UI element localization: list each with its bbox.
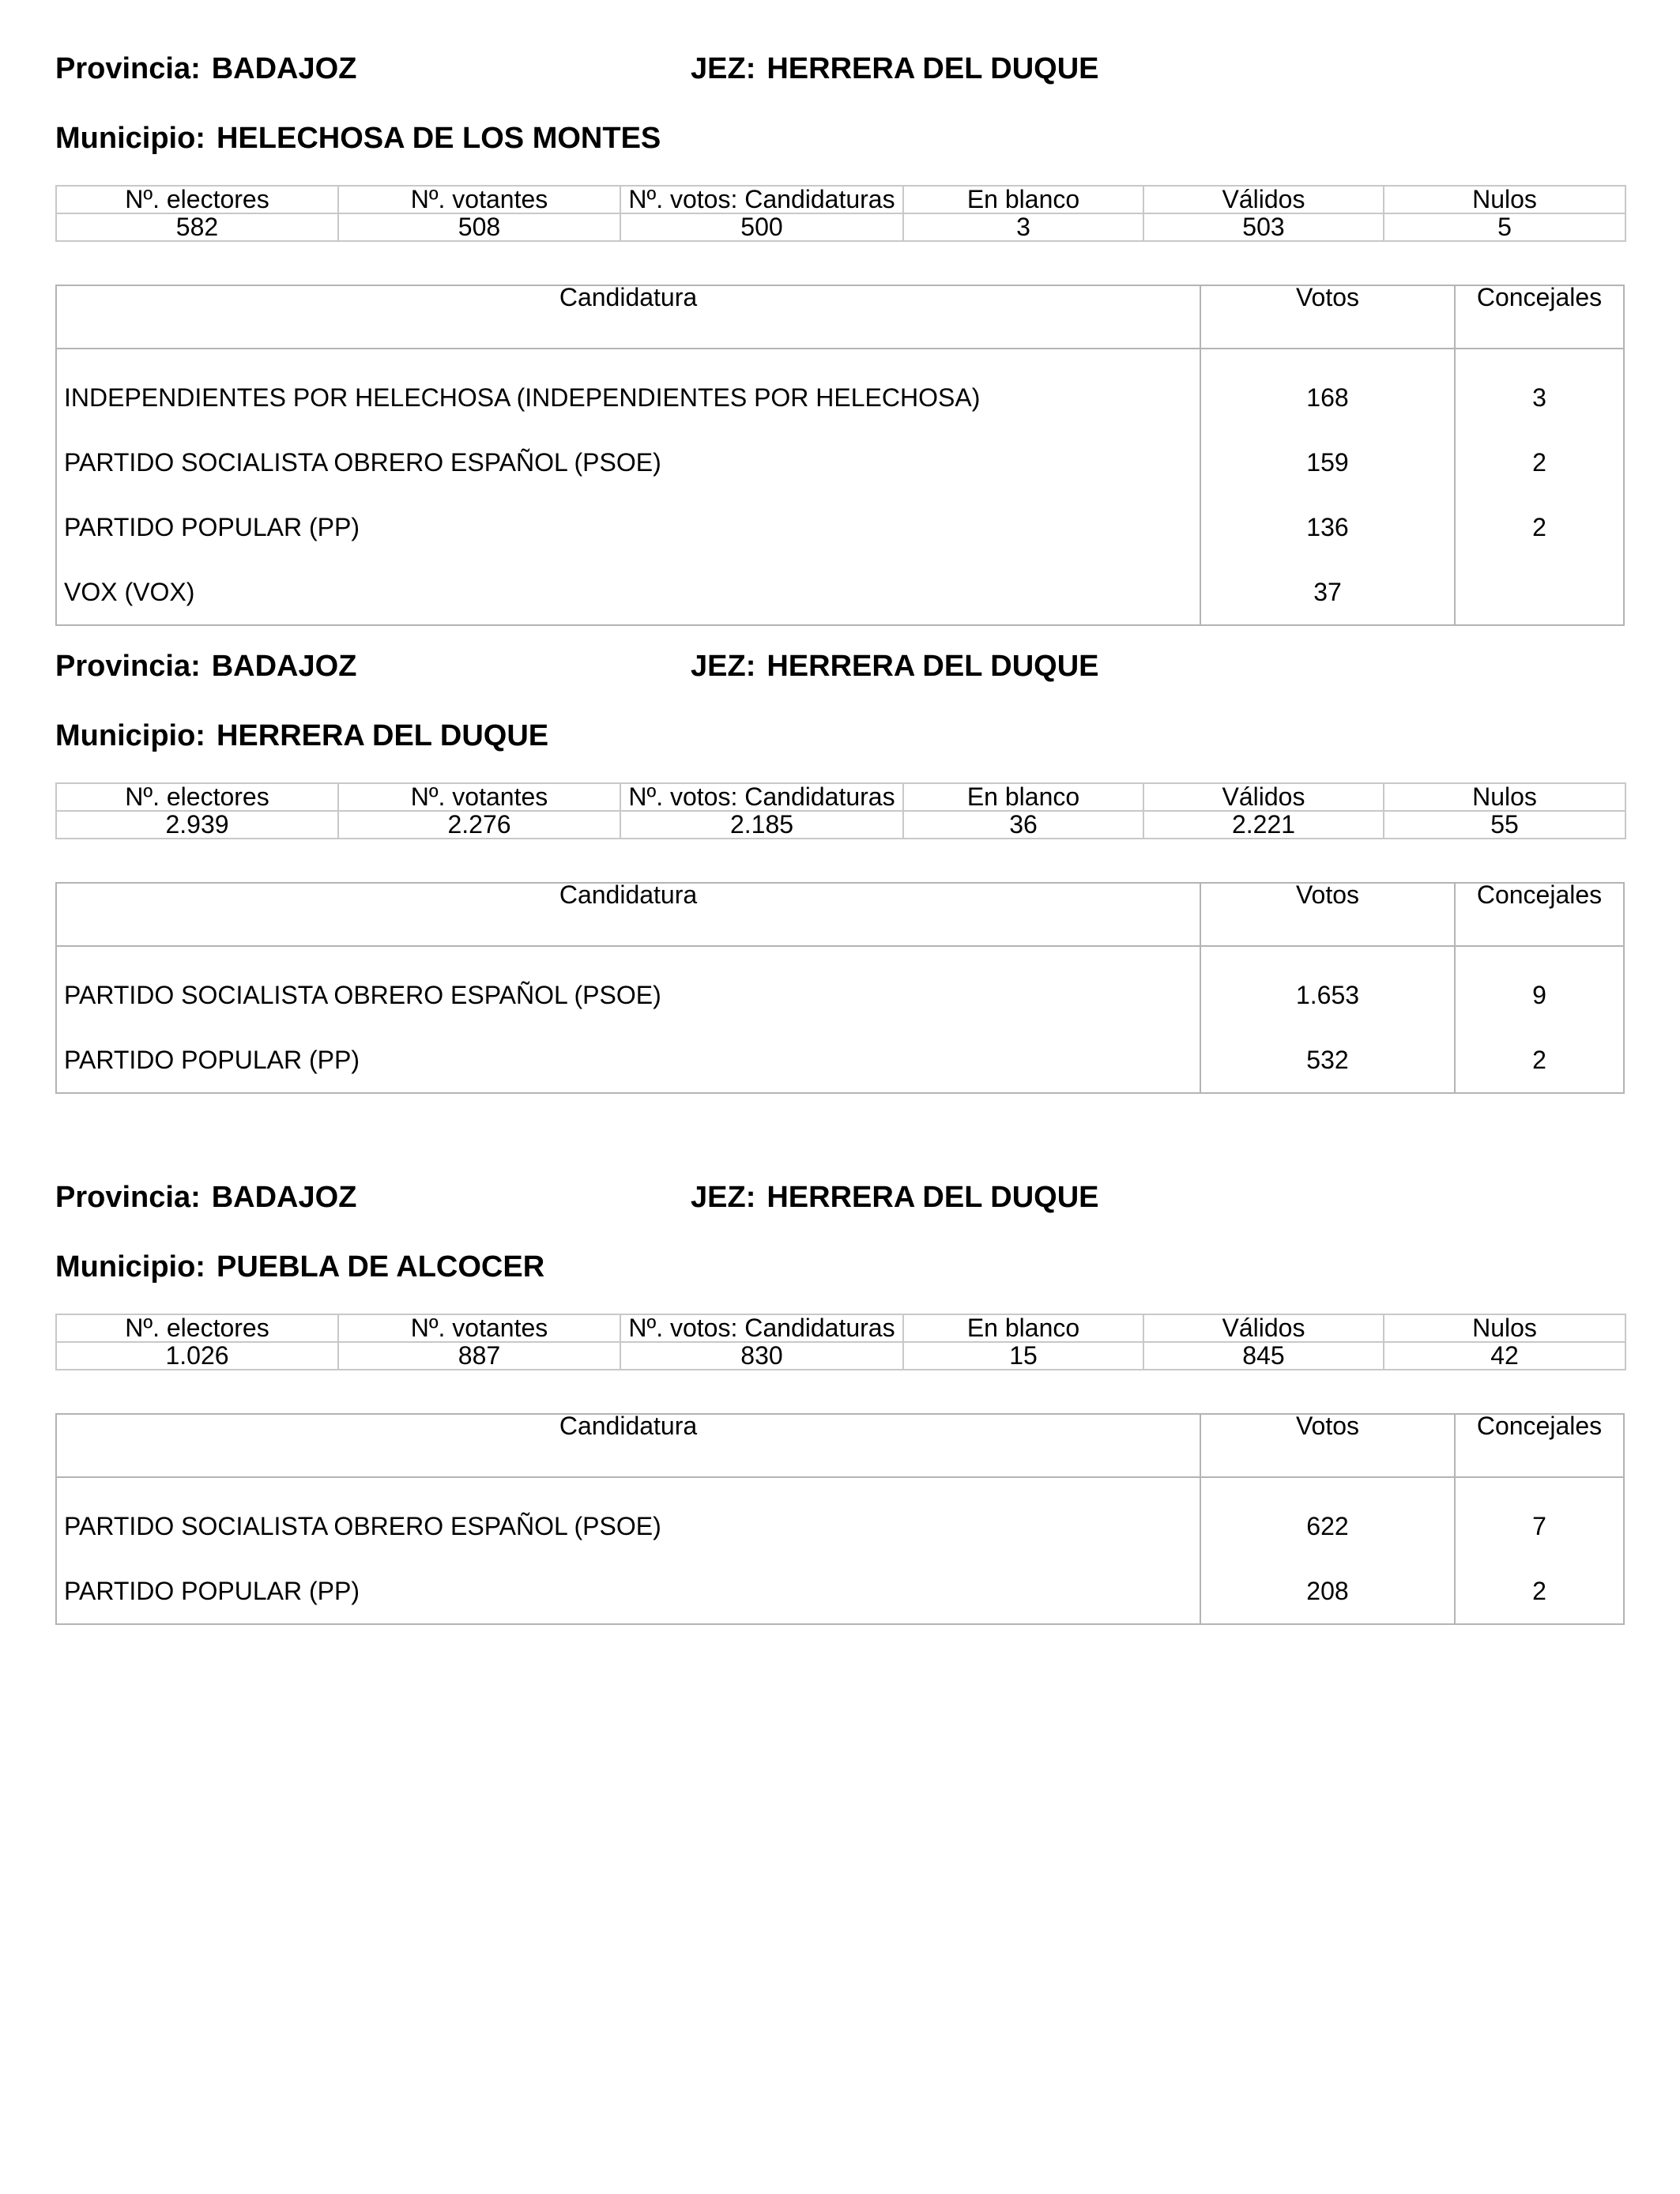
stats-table (55, 782, 1626, 839)
stats-value: 5 (1384, 213, 1625, 241)
provincia-label: Provincia: (55, 650, 201, 683)
candidatura-concejales: 7 (1532, 1512, 1546, 1540)
candidatura-concejales: 3 (1532, 383, 1546, 412)
provincia-value: BADAJOZ (211, 1181, 357, 1214)
candidatura-name: PARTIDO SOCIALISTA OBRERO ESPAÑOL (PSOE) (64, 448, 661, 477)
candidatura-concejales (1456, 560, 1623, 624)
jez-label: JEZ: (691, 1181, 756, 1214)
candidaturas-header-row (57, 880, 1623, 947)
municipio-label: Municipio: (55, 719, 205, 752)
stats-table (55, 185, 1626, 242)
stats-header: Nulos (1384, 186, 1625, 213)
candidatura-concejales: 2 (1532, 513, 1546, 541)
municipio-label: Municipio: (55, 1250, 205, 1284)
stats-header: Nº. votos: Candidaturas (620, 783, 903, 811)
candidatura-name: PARTIDO POPULAR (PP) (64, 513, 360, 541)
stats-value-row (56, 213, 1625, 241)
candidatura-votos: 208 (1306, 1577, 1349, 1605)
concejales-header: Concejales (1476, 1412, 1603, 1440)
stats-value: 500 (620, 213, 903, 241)
stats-value: 2.221 (1143, 811, 1384, 839)
candidatura-votos: 168 (1306, 383, 1349, 412)
votos-header: Votos (1295, 880, 1360, 909)
jez-label: JEZ: (691, 52, 756, 85)
stats-value: 55 (1384, 811, 1625, 839)
candidatura-name: VOX (VOX) (64, 578, 195, 606)
stats-header-row (56, 186, 1625, 213)
candidatura-header: Candidatura (559, 283, 698, 311)
jez-value: HERRERA DEL DUQUE (767, 1181, 1099, 1214)
stats-header: Nulos (1384, 1314, 1625, 1342)
stats-value: 887 (338, 1342, 620, 1370)
stats-value: 508 (338, 213, 620, 241)
candidatura-votos: 159 (1306, 448, 1349, 477)
candidatura-votos: 136 (1306, 513, 1349, 541)
stats-header: Nº. electores (56, 1314, 338, 1342)
stats-header: En blanco (903, 186, 1143, 213)
stats-value: 830 (620, 1342, 903, 1370)
stats-value: 845 (1143, 1342, 1384, 1370)
stats-header: Válidos (1143, 186, 1384, 213)
provincia-value: BADAJOZ (211, 650, 357, 683)
candidatura-name: PARTIDO SOCIALISTA OBRERO ESPAÑOL (PSOE) (64, 1512, 661, 1540)
stats-header: En blanco (903, 1314, 1143, 1342)
jez-value: HERRERA DEL DUQUE (767, 52, 1099, 85)
stats-header: Nº. votantes (338, 783, 620, 811)
candidatura-name: PARTIDO POPULAR (PP) (64, 1046, 360, 1074)
votos-header: Votos (1295, 283, 1360, 311)
stats-header: Válidos (1143, 1314, 1384, 1342)
jez-heading (691, 1182, 1099, 1212)
stats-value: 2.185 (620, 811, 903, 839)
stats-header: Nº. electores (56, 186, 338, 213)
stats-value: 42 (1384, 1342, 1625, 1370)
stats-header: Nº. votos: Candidaturas (620, 186, 903, 213)
municipio-heading (55, 721, 548, 751)
stats-header: Válidos (1143, 783, 1384, 811)
candidatura-votos: 37 (1313, 578, 1342, 606)
stats-value: 582 (56, 213, 338, 241)
candidaturas-table (55, 1413, 1625, 1625)
stats-table (55, 1314, 1626, 1370)
candidatura-votos: 532 (1306, 1046, 1349, 1074)
stats-header: Nulos (1384, 783, 1625, 811)
stats-value: 2.939 (56, 811, 338, 839)
stats-header: En blanco (903, 783, 1143, 811)
municipio-value: PUEBLA DE ALCOCER (216, 1250, 545, 1284)
municipio-heading (55, 1252, 544, 1282)
stats-value-row (56, 1342, 1625, 1370)
stats-value: 1.026 (56, 1342, 338, 1370)
municipio-value: HELECHOSA DE LOS MONTES (216, 122, 661, 155)
stats-header: Nº. votantes (338, 1314, 620, 1342)
jez-heading (691, 54, 1099, 84)
candidaturas-table (55, 882, 1625, 1094)
votos-header: Votos (1295, 1412, 1360, 1440)
provincia-label: Provincia: (55, 52, 201, 85)
provincia-heading (55, 54, 356, 84)
municipio-label: Municipio: (55, 122, 205, 155)
stats-header: Nº. votos: Candidaturas (620, 1314, 903, 1342)
stats-header: Nº. electores (56, 783, 338, 811)
candidatura-concejales: 9 (1532, 981, 1546, 1009)
candidatura-concejales: 2 (1532, 1046, 1546, 1074)
provincia-heading (55, 651, 356, 681)
jez-label: JEZ: (691, 650, 756, 683)
provincia-label: Provincia: (55, 1181, 201, 1214)
stats-header: Nº. votantes (338, 186, 620, 213)
candidatura-name: PARTIDO POPULAR (PP) (64, 1577, 360, 1605)
jez-heading (691, 651, 1099, 681)
candidatura-header: Candidatura (559, 1412, 698, 1440)
candidatura-votos: 1.653 (1295, 981, 1360, 1009)
candidatura-header: Candidatura (559, 880, 698, 909)
stats-value: 36 (903, 811, 1143, 839)
jez-value: HERRERA DEL DUQUE (767, 650, 1099, 683)
stats-header-row (56, 1314, 1625, 1342)
concejales-header: Concejales (1476, 283, 1603, 311)
municipio-value: HERRERA DEL DUQUE (216, 719, 549, 752)
stats-value: 503 (1143, 213, 1384, 241)
candidatura-name: PARTIDO SOCIALISTA OBRERO ESPAÑOL (PSOE) (64, 981, 661, 1009)
provincia-value: BADAJOZ (211, 52, 357, 85)
stats-value: 15 (903, 1342, 1143, 1370)
candidaturas-table (55, 285, 1625, 626)
candidatura-name: INDEPENDIENTES POR HELECHOSA (INDEPENDIENTES POR HELECHOSA) (64, 383, 981, 412)
candidaturas-header-row (57, 1412, 1623, 1478)
concejales-header: Concejales (1476, 880, 1603, 909)
candidatura-concejales: 2 (1532, 448, 1546, 477)
candidatura-concejales: 2 (1532, 1577, 1546, 1605)
candidaturas-header-row (57, 283, 1623, 349)
stats-value: 3 (903, 213, 1143, 241)
stats-value: 2.276 (338, 811, 620, 839)
candidatura-votos: 622 (1306, 1512, 1349, 1540)
stats-header-row (56, 783, 1625, 811)
provincia-heading (55, 1182, 356, 1212)
stats-value-row (56, 811, 1625, 839)
municipio-heading (55, 123, 661, 153)
